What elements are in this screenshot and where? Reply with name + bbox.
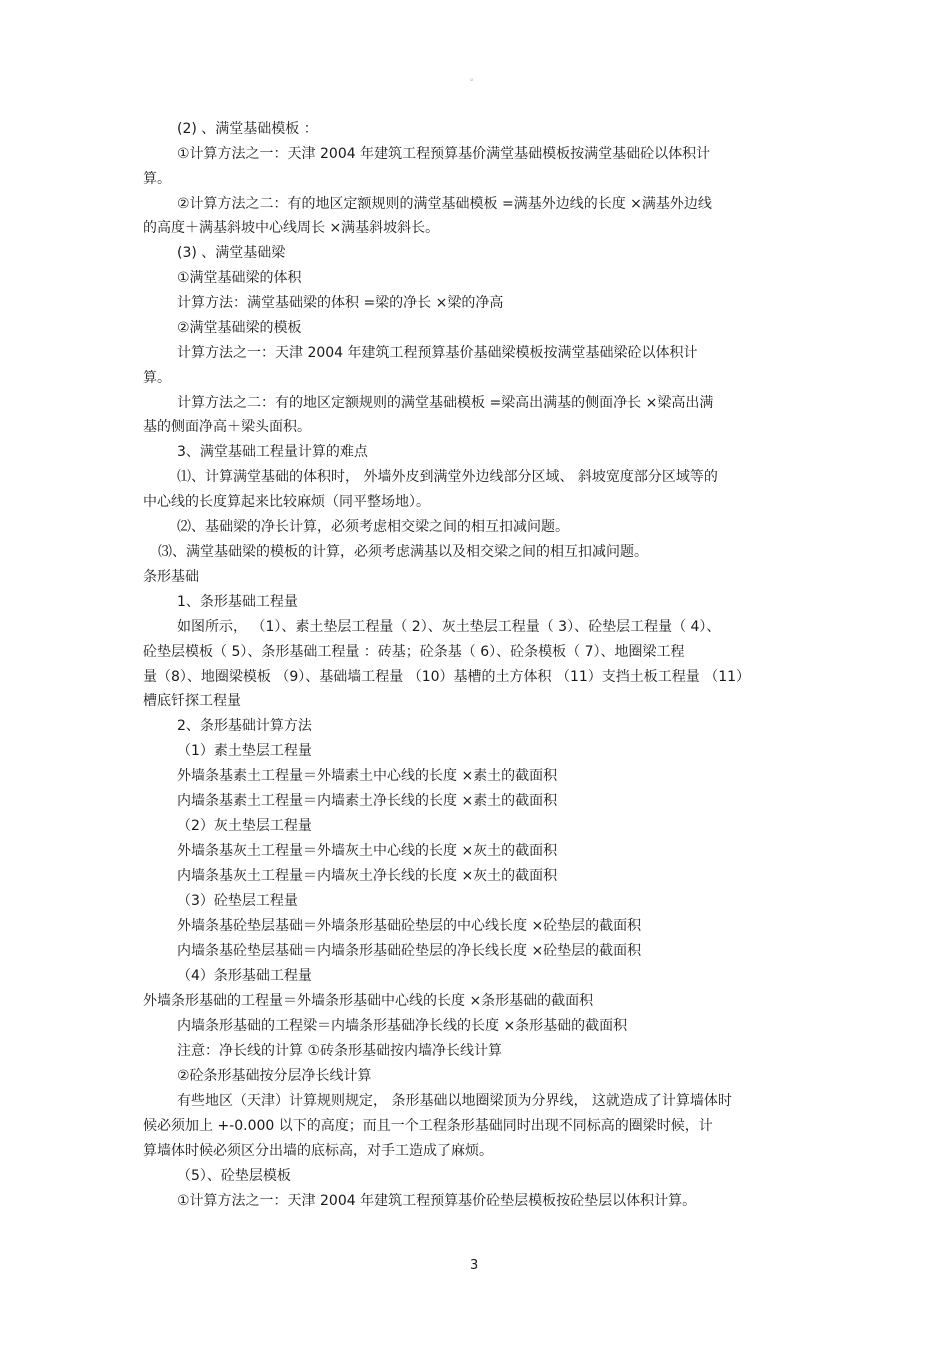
text-line: 基的侧面净高＋梁头面积。 [143, 419, 311, 435]
text-line: 3、满堂基础工程量计算的难点 [177, 444, 368, 460]
text-line: 外墙条基灰土工程量＝外墙灰土中心线的长度 ×灰土的截面积 [177, 843, 558, 859]
text-line: （1）素土垫层工程量 [177, 743, 312, 759]
text-line: （2）灰土垫层工程量 [177, 818, 312, 834]
text-line: ⑶、满堂基础梁的模板的计算，必须考虑满基以及相交梁之间的相互扣减问题。 [158, 544, 648, 560]
text-line: (2) 、满堂基础模板 ： [177, 121, 318, 137]
text-line: 内墙条基砼垫层基础＝内墙条形基础砼垫层的净长线长度 ×砼垫层的截面积 [177, 943, 642, 959]
text-line: 算。 [143, 370, 171, 386]
text-line: 量（8）、地圈梁模板 （9）、基础墙工程量 （10）基槽的土方体积 （11）支挡土板工程量 （11） [143, 669, 751, 685]
text-line: 中心线的长度算起来比较麻烦（同平整场地）。 [143, 494, 430, 510]
text-line: 算墙体时候必须区分出墙的底标高，对手工造成了麻烦。 [143, 1143, 493, 1159]
text-line: ②满堂基础梁的模板 [177, 320, 302, 336]
header-mark: 。 [470, 73, 480, 83]
text-line: ②砼条形基础按分层净长线计算 [177, 1068, 372, 1084]
text-line: 如图所示， （1）、素土垫层工程量（ 2）、灰土垫层工程量（ 3）、砼垫层工程量（ 4）、 [177, 619, 721, 635]
text-line: （5）、砼垫层模板 [177, 1168, 291, 1184]
text-line: ⑴、计算满堂基础的体积时， 外墙外皮到满堂外边线部分区域、 斜坡宽度部分区域等的 [177, 469, 718, 485]
text-line: （4）条形基础工程量 [177, 968, 312, 984]
text-line: 内墙条基素土工程量＝内墙素土净长线的长度 ×素土的截面积 [177, 793, 558, 809]
text-line: 槽底钎探工程量 [143, 693, 241, 709]
text-line: (3) 、满堂基础梁 [177, 245, 286, 261]
text-line: ①计算方法之一：天津 2004 年建筑工程预算基价满堂基础模板按满堂基础砼以体积计 [177, 146, 711, 162]
text-line: 内墙条基灰土工程量＝内墙灰土净长线的长度 ×灰土的截面积 [177, 868, 558, 884]
text-line: ②计算方法之二：有的地区定额规则的满堂基础模板 =满基外边线的长度 ×满基外边线 [177, 196, 712, 212]
text-line: 1、条形基础工程量 [177, 594, 298, 610]
text-line: ①计算方法之一：天津 2004 年建筑工程预算基价砼垫层模板按砼垫层以体积计算。 [177, 1193, 697, 1209]
text-line: 外墙条基砼垫层基础＝外墙条形基础砼垫层的中心线长度 ×砼垫层的截面积 [177, 918, 642, 934]
text-line: 内墙条形基础的工程梁＝内墙条形基础净长线的长度 ×条形基础的截面积 [177, 1018, 628, 1034]
text-line: 算。 [143, 171, 171, 187]
text-line: 计算方法之一：天津 2004 年建筑工程预算基价基础梁模板按满堂基础梁砼以体积计 [177, 345, 698, 361]
text-line: 外墙条基素土工程量＝外墙素土中心线的长度 ×素土的截面积 [177, 768, 558, 784]
text-line: 计算方法：满堂基础梁的体积 =梁的净长 ×梁的净高 [177, 295, 504, 311]
text-line: 注意：净长线的计算 ①砖条形基础按内墙净长线计算 [177, 1043, 502, 1059]
text-line: 候必须加上 +-0.000 以下的高度；而且一个工程条形基础同时出现不同标高的圈梁时候，计 [143, 1118, 713, 1134]
text-line: 的高度＋满基斜坡中心线周长 ×满基斜坡斜长。 [143, 220, 440, 236]
section-heading: 条形基础 [143, 569, 199, 585]
text-line: （3）砼垫层工程量 [177, 893, 298, 909]
text-line: 砼垫层模板（ 5）、条形基础工程量 ：砖基；砼条基（ 6）、砼条模板（ 7）、地圈梁工程 [143, 644, 685, 660]
text-line: 2、条形基础计算方法 [177, 718, 312, 734]
text-line: ⑵、基础梁的净长计算，必须考虑相交梁之间的相互扣减问题。 [177, 519, 569, 535]
text-line: 外墙条形基础的工程量＝外墙条形基础中心线的长度 ×条形基础的截面积 [143, 993, 594, 1009]
text-line: 计算方法之二：有的地区定额规则的满堂基础模板 =梁高出满基的侧面净长 ×梁高出满 [177, 395, 714, 411]
text-line: 有些地区（天津）计算规则规定， 条形基础以地圈梁顶为分界线， 这就造成了计算墙体时 [177, 1093, 732, 1109]
page-number: 3 [470, 1258, 479, 1273]
text-line: ①满堂基础梁的体积 [177, 270, 302, 286]
